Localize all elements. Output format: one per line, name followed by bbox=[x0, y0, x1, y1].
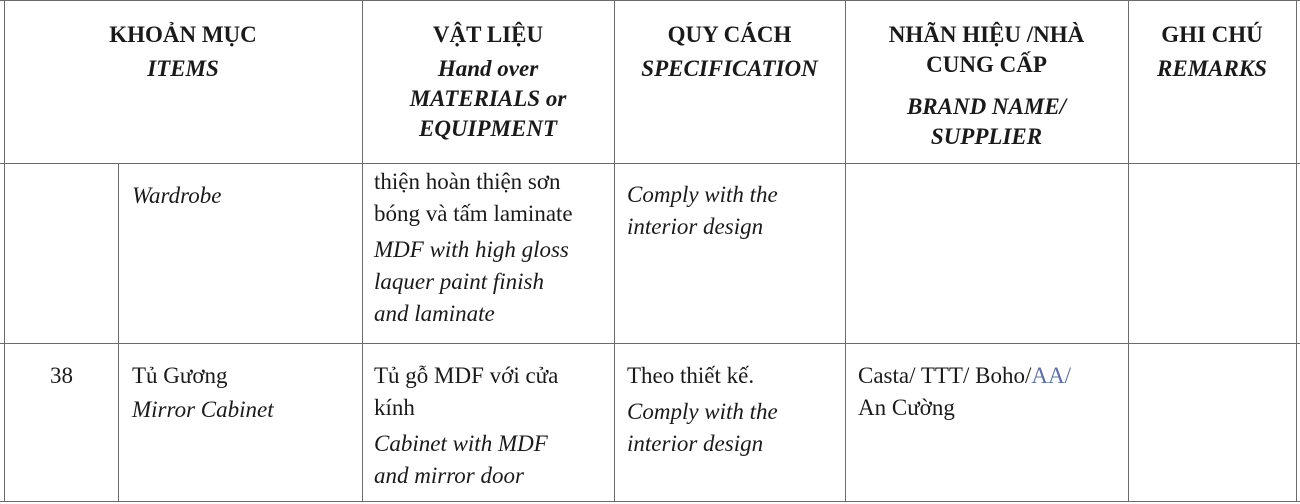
header-specification-vn: QUY CÁCH bbox=[667, 22, 792, 47]
row1-material-vn-line: thiện hoàn thiện sơn bbox=[374, 169, 561, 194]
row2-brand bbox=[858, 360, 1126, 424]
row2-item-vn: Tủ Gương bbox=[132, 363, 228, 388]
header-remarks bbox=[1128, 20, 1296, 84]
row2-material-vn-line: Tủ gỗ MDF với cửa bbox=[374, 363, 559, 388]
row2-spec bbox=[627, 360, 843, 460]
table-border-top bbox=[0, 0, 1300, 1]
row2-item-en: Mirror Cabinet bbox=[132, 397, 274, 422]
header-materials-en-line: MATERIALS or bbox=[409, 86, 567, 111]
row1-spec-en-line: Comply with the bbox=[627, 182, 778, 207]
row2-materials bbox=[374, 360, 612, 492]
row1-materials bbox=[374, 166, 612, 330]
row1-spec bbox=[627, 179, 843, 243]
row2-brand-line1 bbox=[858, 360, 1126, 392]
header-items-en: ITEMS bbox=[147, 56, 219, 81]
header-specification-en: SPECIFICATION bbox=[641, 56, 818, 81]
header-remarks-en: REMARKS bbox=[1157, 56, 1267, 81]
header-materials-vn: VẬT LIỆU bbox=[432, 22, 544, 47]
row1-item-en: Wardrobe bbox=[132, 183, 222, 208]
row2-material-en-line: and mirror door bbox=[374, 463, 524, 488]
row1-material-vn-line: bóng và tấm laminate bbox=[374, 201, 573, 226]
header-materials bbox=[362, 20, 614, 144]
header-brand-en-line: BRAND NAME/ bbox=[906, 94, 1067, 119]
row1-material-en-line: MDF with high gloss bbox=[374, 237, 569, 262]
row2-item bbox=[132, 360, 360, 426]
row1-material-en-line: and laminate bbox=[374, 301, 495, 326]
table-border-bottom bbox=[0, 501, 1300, 502]
row2-spec-en-line: Comply with the bbox=[627, 399, 778, 424]
row2-material-vn-line: kính bbox=[374, 395, 415, 420]
header-brand bbox=[845, 20, 1128, 152]
row2-material-en-line: Cabinet with MDF bbox=[374, 431, 548, 456]
row2-spec-vn: Theo thiết kế. bbox=[627, 363, 755, 388]
header-specification bbox=[614, 20, 845, 84]
header-remarks-vn: GHI CHÚ bbox=[1161, 22, 1263, 47]
table-border-right bbox=[1296, 0, 1297, 502]
header-materials-en-line: EQUIPMENT bbox=[418, 116, 557, 141]
header-materials-en-line: Hand over bbox=[437, 56, 539, 81]
col-divider-no bbox=[118, 163, 119, 502]
row2-brand-line2: An Cường bbox=[858, 395, 955, 420]
header-divider bbox=[0, 163, 1300, 164]
header-brand-en-line: SUPPLIER bbox=[930, 124, 1043, 149]
row1-spec-en-line: interior design bbox=[627, 214, 764, 239]
row2-number: 38 bbox=[50, 363, 73, 388]
row2-brand-line1-accent: AA/ bbox=[1031, 363, 1071, 388]
row1-material-en-line: laquer paint finish bbox=[374, 269, 544, 294]
row2-brand-line1-main: Casta/ TTT/ Boho/ bbox=[858, 363, 1032, 388]
row-divider bbox=[0, 343, 1300, 344]
header-brand-vn-line: NHÃN HIỆU /NHÀ bbox=[888, 22, 1085, 47]
header-items bbox=[4, 20, 362, 84]
header-items-vn: KHOẢN MỤC bbox=[109, 22, 257, 47]
row2-spec-en-line: interior design bbox=[627, 431, 764, 456]
header-brand-vn-line: CUNG CẤP bbox=[926, 52, 1047, 77]
